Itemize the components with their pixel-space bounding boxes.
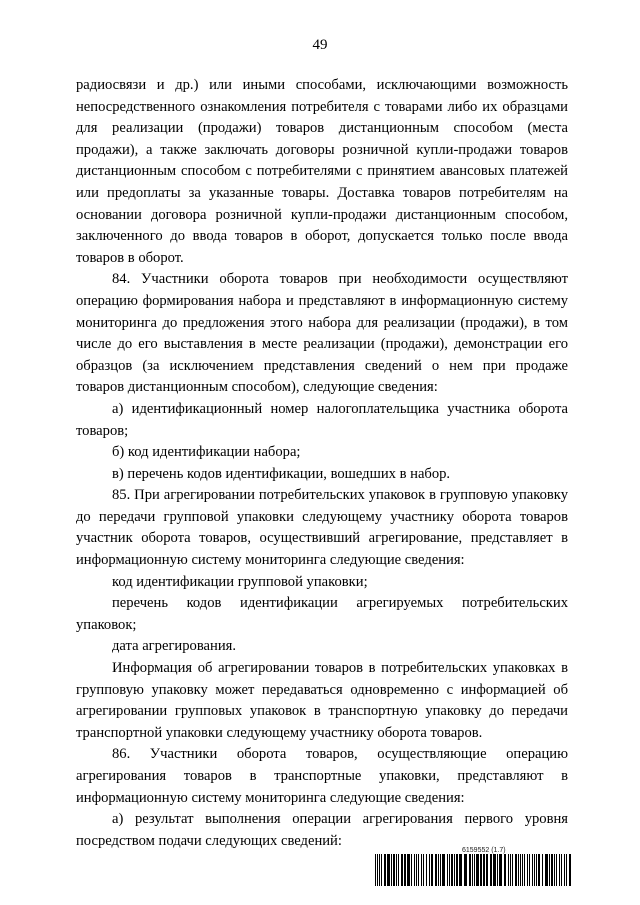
barcode-bar	[515, 854, 517, 886]
paragraph-86: 86. Участники оборота товаров, осуществляющие операцию агрегирования товаров в транспортные упаковки, представляют в информационную систему мониторинга следующие сведения:	[76, 746, 568, 806]
barcode-bar	[510, 854, 511, 886]
barcode-bar	[493, 854, 496, 886]
barcode-bar	[490, 854, 492, 886]
list-item-a: а) идентификационный номер налогоплательщика участника оборота товаров;	[76, 400, 568, 439]
barcode-bar	[497, 854, 498, 886]
barcode-bar	[556, 854, 557, 886]
barcode-bar	[480, 854, 482, 886]
list-item-group-code: код идентификации групповой упаковки;	[112, 573, 368, 590]
barcode-bar	[421, 854, 422, 886]
barcode-bar	[551, 854, 553, 886]
list-item-a-86: а) результат выполнения операции агрегирования первого уровня посредством подачи следующих сведений:	[76, 811, 568, 849]
barcode-bar	[472, 854, 473, 886]
barcode-bar	[426, 854, 427, 886]
barcode-bar	[569, 854, 571, 886]
paragraph-continuation: радиосвязи и др.) или иными способами, исключающими возможность непосредственного ознакомления потребителя с товарами либо их образцами для реализации (продажи) товаров дистанционным способом (места продажи), а также заключать договоры розничной купли-продажи товаров дистанционным способом с потребителями с принятием авансовых платежей или предоплаты за указанные товары. Доставка товаров потребителям на основании договора розничной купли-продажи дистанционным способом, заключенного до ввода товаров в оборот, допускается только после ввода товаров в оборот.	[76, 77, 568, 266]
barcode-bar	[512, 854, 513, 886]
barcode-bar	[381, 854, 382, 886]
barcode-bar	[522, 854, 523, 886]
barcode-bar	[387, 854, 390, 886]
paragraph-84: 84. Участники оборота товаров при необходимости осуществляют операцию формирования набора и представляют в информационную систему мониторинга до предложения этого набора для реализации (продажи), в том числе до его выставления в месте реализации (продажи), демонстрации его образцов (за исключением представления сведений о нем при продаже товаров дистанционным способом), следующие сведения:	[76, 271, 568, 396]
barcode-bar	[549, 854, 550, 886]
barcode-bar	[554, 854, 555, 886]
barcode-bar	[414, 854, 415, 886]
barcode-bar	[391, 854, 392, 886]
list-item-b: б) код идентификации набора;	[112, 444, 301, 461]
barcode-bar	[440, 854, 441, 886]
barcode-bar	[375, 854, 376, 886]
paragraph-85: 85. При агрегировании потребительских упаковок в групповую упаковку до передачи групповой упаковки следующему участнику оборота товаров участник оборота товаров, осуществивший агрегирование, представляет в информационную систему мониторинга следующие сведения:	[76, 487, 568, 569]
barcode-bar	[396, 854, 397, 886]
barcode-bar	[451, 854, 453, 886]
barcode-bar	[456, 854, 458, 886]
barcode-bar	[447, 854, 448, 886]
barcode-bar	[518, 854, 519, 886]
barcode-bar	[504, 854, 506, 886]
barcode-bar	[398, 854, 399, 886]
barcode-bar	[377, 854, 378, 886]
barcode-bar	[418, 854, 419, 886]
barcode-bar	[508, 854, 509, 886]
barcode-bar	[431, 854, 433, 886]
barcode-bar	[559, 854, 560, 886]
barcode	[375, 854, 571, 886]
barcode-bar	[401, 854, 403, 886]
barcode-bar	[407, 854, 410, 886]
barcode-bar	[520, 854, 521, 886]
barcode-bar	[542, 854, 543, 886]
barcode-bar	[393, 854, 395, 886]
barcode-bar	[499, 854, 502, 886]
barcode-bar	[464, 854, 467, 886]
barcode-bar	[561, 854, 562, 886]
barcode-bar	[454, 854, 455, 886]
barcode-bar	[459, 854, 462, 886]
barcode-bar	[449, 854, 450, 886]
document-body	[76, 75, 568, 852]
document-code: 6159552 (1.7)	[462, 847, 506, 854]
barcode-bar	[379, 854, 380, 886]
barcode-bar	[532, 854, 533, 886]
barcode-bar	[435, 854, 437, 886]
list-item-date: дата агрегирования.	[112, 638, 236, 655]
barcode-bar	[429, 854, 430, 886]
barcode-bar	[384, 854, 386, 886]
barcode-bar	[536, 854, 537, 886]
barcode-bar	[442, 854, 445, 886]
page-number: 49	[312, 37, 328, 53]
barcode-bar	[545, 854, 548, 886]
barcode-bar	[474, 854, 475, 886]
barcode-bar	[404, 854, 406, 886]
paragraph-aggregation-info: Информация об агрегировании товаров в потребительских упаковках в групповую упаковку может передаваться одновременно с информацией об агрегировании групповых упаковок в транспортную упаковку до передачи транспортной упаковки следующему участнику оборота товаров.	[76, 660, 568, 741]
barcode-bar	[534, 854, 535, 886]
barcode-bar	[538, 854, 540, 886]
barcode-bar	[476, 854, 479, 886]
barcode-bar	[483, 854, 485, 886]
barcode-bar	[416, 854, 417, 886]
barcode-bar	[423, 854, 424, 886]
barcode-bar	[486, 854, 488, 886]
barcode-bar	[411, 854, 412, 886]
barcode-bar	[564, 854, 565, 886]
list-item-v: в) перечень кодов идентификации, вошедших в набор.	[112, 465, 451, 482]
barcode-bar	[566, 854, 567, 886]
barcode-bar	[529, 854, 530, 886]
barcode-bar	[469, 854, 471, 886]
barcode-bar	[438, 854, 439, 886]
list-item-codes-list: перечень кодов идентификации агрегируемых потребительских упаковок;	[76, 595, 568, 633]
barcode-bar	[524, 854, 525, 886]
barcode-bar	[527, 854, 528, 886]
